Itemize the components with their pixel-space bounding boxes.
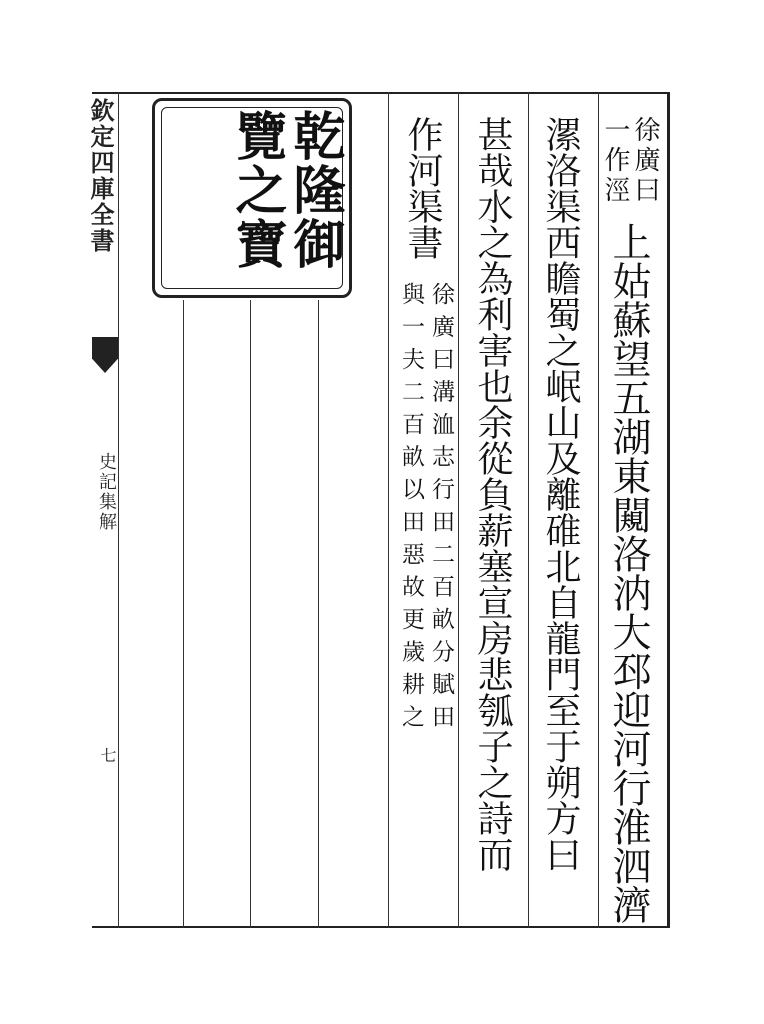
main-text-column: 漯洛渠西瞻蜀之岷山及離碓北自龍門至于朔方曰: [540, 116, 581, 872]
column-rule: [598, 92, 599, 928]
column-rule: [528, 92, 529, 928]
main-text-column: 甚哉水之為利害也余從負薪塞宣房悲瓠子之詩而: [472, 116, 513, 872]
annotation-line: 徐廣曰溝洫志行田二百畝分賦田: [428, 282, 454, 737]
column-rule: [250, 300, 251, 928]
page-gutter: [86, 92, 118, 928]
annotation-line: 徐廣曰: [630, 116, 660, 206]
annotation-column: [396, 282, 456, 737]
column-rule: [458, 92, 459, 928]
imperial-seal: [152, 98, 352, 298]
seal-text: 乾隆御覽之寶: [226, 109, 345, 271]
main-text-column: 作河渠書: [402, 116, 443, 260]
annotation-line: 一作涇: [600, 116, 630, 206]
column-rule: [318, 300, 319, 928]
annotation-line: 與一夫二百畝以田惡故更歲耕之: [398, 282, 424, 737]
main-text-column: 上姑蘇望五湖東闚洛汭大邳迎河行淮泗濟: [606, 222, 651, 924]
gutter-book-title: 史記集解: [96, 452, 117, 532]
gutter-title: 欽定四庫全書: [86, 98, 115, 254]
column-rule: [183, 300, 184, 928]
column-rule: [388, 92, 389, 928]
fish-tail-mark: [92, 337, 118, 373]
annotation-column: [600, 116, 660, 206]
gutter-page-number: 七: [98, 747, 117, 763]
